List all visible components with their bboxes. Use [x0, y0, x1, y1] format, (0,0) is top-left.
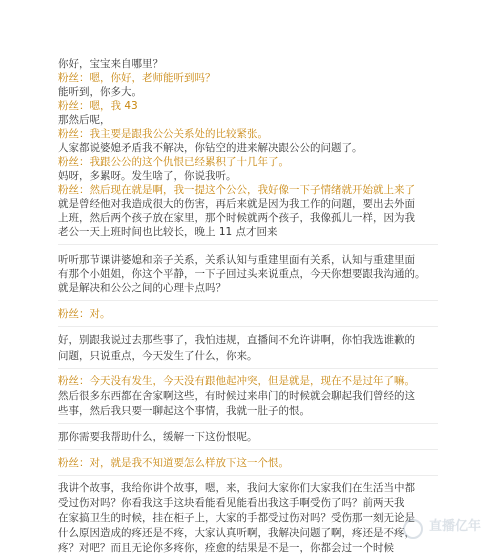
transcript-line: 你好，宝宝来自哪里？	[58, 58, 163, 70]
divider	[58, 326, 438, 327]
transcript-line: 有那个小姐姐，你这个平静，一下子回过头来说重点，今天你想要跟我沟通的。	[58, 268, 426, 280]
transcript-line: 能听到，你多大。	[58, 86, 142, 98]
transcript-line: 那然后呢，	[58, 114, 111, 126]
transcript-line: 听听那节课讲婆媳和亲子关系，关系认知与重建里面有关系，认知与重建里面	[58, 254, 415, 266]
transcript-line: 妈呀，多累呀。发生啥了，你说我听。	[58, 170, 237, 182]
fan-line: 粉丝：然后现在就是啊，我一提这个公公，我好像一下子情绪就开始就上来了	[58, 184, 415, 196]
transcript-line: 我讲个故事，我给你讲个故事，嗯，来，我问大家你们大家我们在生活当中都	[58, 482, 415, 494]
watermark-text: 直播亿年	[429, 519, 482, 534]
transcript-line: 就是解决和公公之间的心理卡点吗？	[58, 282, 226, 294]
transcript-line: 然后很多东西都在舍家啊这些，有时候过来串门的时候就会聊起我们曾经的这	[58, 390, 415, 402]
divider	[58, 244, 438, 245]
fan-line: 粉丝：今天没有发生，今天没有跟他起冲突，但是就是，现在不是过年了嘛。	[58, 375, 415, 387]
watermark	[399, 517, 489, 541]
fan-line: 粉丝：对。	[58, 308, 111, 320]
transcript-line: 疼？对吧？而且无论你多疼你，痊愈的结果是不是一，你都会过一个时候	[58, 542, 394, 554]
transcript-line: 些事，然后我只要一聊起这个事情，我就一肚子的恨。	[58, 405, 310, 417]
transcript-line: 受过伤对吗？你看我这手这块看能看见能看出我这手啊受伤了吗？前两天我	[58, 497, 405, 509]
fan-line: 粉丝：我跟公公的这个仇恨已经累积了十几年了。	[58, 156, 289, 168]
transcript-line: 在家搞卫生的时候，挂在柜子上，大家的手都受过伤对吗？受伤那一刻无论是	[58, 512, 415, 524]
transcript-line: 那你需要我帮助什么，缓解一下这份恨呢。	[58, 431, 258, 443]
watermark-logo-icon	[403, 519, 423, 539]
transcript-line: 上班，然后两个孩子放在家里，那个时候就两个孩子，我像孤儿一样，因为我	[58, 212, 415, 224]
fan-line: 粉丝：对，就是我不知道要怎么样放下这一个恨。	[58, 457, 289, 469]
divider	[58, 368, 438, 369]
fan-line: 粉丝：我主要是跟我公公关系处的比较紧张。	[58, 128, 268, 140]
divider	[58, 449, 438, 450]
transcript-line: 老公一天上班时间也比较长，晚上 11 点才回来	[58, 226, 278, 238]
divider	[58, 475, 438, 476]
fan-line: 粉丝：嗯，我 43	[58, 100, 138, 112]
transcript-line: 就是曾经他对我造成很大的伤害，再后来就是因为我工作的问题，要出去外面	[58, 198, 415, 210]
fan-line: 粉丝：嗯，你好，老师能听到吗？	[58, 72, 216, 84]
transcript-line: 人家都说婆媳矛盾我不解决，你钻空的进来解决跟公公的问题了。	[58, 142, 363, 154]
transcript-line: 问题，只说重点，今天发生了什么，你来。	[58, 350, 258, 362]
divider	[58, 300, 438, 301]
divider	[58, 423, 438, 424]
transcript-line: 什么原因造成的疼还是不疼，大家认真听啊，我解决问题了啊，疼还是不疼，	[58, 527, 415, 539]
transcript-line: 好，别跟我说过去那些事了，我怕违规，直播间不允许讲啊，你怕我选谁歉的	[58, 334, 415, 346]
